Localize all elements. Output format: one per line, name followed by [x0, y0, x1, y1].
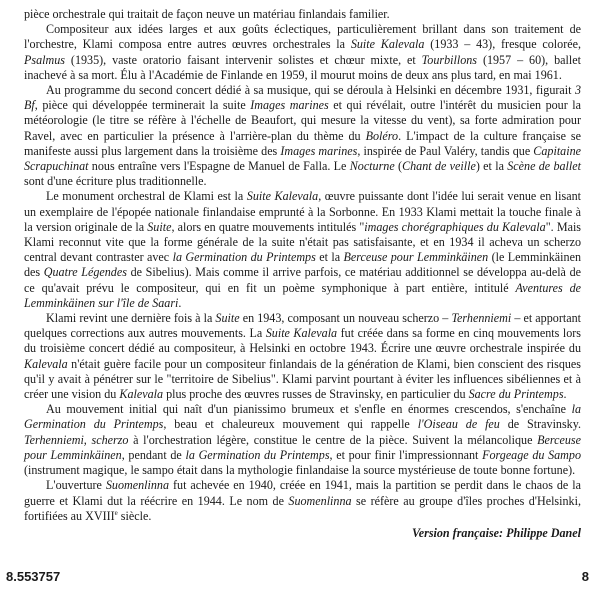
text-run: (1933 – 43), fresque colorée,	[424, 37, 581, 52]
italic-text: la Germination du Printemps	[185, 447, 330, 462]
italic-text: Suite Kalevala	[265, 326, 338, 341]
paragraph	[24, 402, 581, 478]
italic-text: Images marines	[250, 98, 329, 113]
text-run: à l'orchestration légère, constitue le centre de la pièce. Suivent la mélancolique	[128, 432, 538, 447]
italic-text: Terhenniemi, scherzo	[24, 432, 129, 447]
italic-text: l'Oiseau de feu	[417, 417, 500, 432]
text-run: fut créée dans sa forme en cinq mouvements lors du troisième concert dédié au compositeur, à Helsinki en octobre 1943. Écrire une œuvre orchestrale inspirée du	[24, 326, 581, 356]
text-run: Le monument orchestral de Klami est la	[46, 189, 247, 204]
italic-text: Suomenlinna	[105, 478, 170, 493]
italic-text: 3 Bf	[24, 83, 581, 113]
paragraph	[24, 83, 581, 189]
text-run: et qui révélait, outre l'intérêt du musicien pour la météorologie (le titre se réfère à l'échelle de Beaufort, qui mesure la vitesse du vent), sa forte admiration pour Ravel, avec en particulier la présence à l'arrière-plan du thème du	[24, 98, 582, 143]
italic-text: Suite Kalevala	[350, 37, 425, 52]
paragraph	[24, 478, 581, 524]
text-run: Au programme du second concert dédié à sa musique, qui se déroula à Helsinki en décembre 1931, figurait	[46, 83, 575, 98]
text-run: siècle.	[117, 508, 152, 523]
italic-text: Suite Kalevala	[246, 189, 319, 204]
text-run: . L'impact de la culture française se manifeste aussi plus largement dans la troisième des	[24, 128, 582, 158]
text-run: de Stravinsky.	[499, 417, 582, 432]
italic-text: Images marines	[280, 143, 358, 158]
paragraph	[24, 311, 581, 402]
text-run: (instrument magique, le sampo était dans la mythologie finlandaise la source mystérieuse de toute bonne fortune).	[24, 463, 576, 478]
paragraph	[24, 7, 581, 22]
italic-text: Berceuse pour Lemminkäinen	[24, 432, 582, 462]
italic-text: Scène de ballet	[507, 159, 581, 174]
text-run: de Sibelius). Mais comme il arrive parfois, ce matériau additionnel se développa au-delà de ce qu'avait prévu le compositeur, qui en fit un poème symphonique à part entière, intitulé	[24, 265, 581, 295]
text-run: .	[178, 295, 182, 310]
italic-text: Quatre Légendes	[43, 265, 127, 280]
italic-text: Suite	[147, 219, 172, 234]
text-run: , pendant de	[121, 447, 186, 462]
italic-text: la Germination du Printemps	[172, 250, 316, 265]
paragraph	[24, 22, 581, 83]
italic-text: Terhenniemi	[451, 311, 512, 326]
text-run: , alors en quatre mouvements intitulés "	[171, 219, 365, 234]
text-run: e	[114, 508, 118, 517]
text-run: n'était guère facile pour un compositeur finlandais de la génération de Klami, bien conscient des risques qu'il y avait à pénétrer sur le "territoire de Sibelius". Klami parvint pourtant à éviter les influences sibéliennes et à créer une vision du	[24, 356, 581, 402]
text-run: , pièce qui développée terminerait la suite	[34, 98, 251, 113]
text-run: et la	[315, 250, 344, 265]
text-run: , œuvre puissante dont l'idée lui serait venue en lisant un exemplaire de l'épopée nationale finlandaise emprunté à la Sorbonne. En 1933 Klami mettait la touche finale à la version originale de la	[24, 189, 581, 234]
text-run: (1935), vaste oratorio faisant intervenir solistes et chœur mixte, et	[65, 52, 422, 67]
italic-text: Forgeage du Sampo	[482, 447, 582, 462]
italic-text: Nocturne	[349, 159, 395, 174]
text-run: en 1943, composant un nouveau scherzo –	[239, 311, 452, 326]
italic-text: Capitaine Scrapuchinat	[24, 143, 581, 174]
page-number: 8	[581, 569, 589, 584]
italic-text: Kalevala	[24, 356, 68, 371]
text-run: fut achevée en 1940, créée en 1941, mais la partition se perdit dans le chaos de la guerre et Klami dut la réécrire en 1944. Le nom de	[24, 478, 581, 508]
italic-text: Sacre du Printemps	[468, 387, 564, 402]
translator-credit: Version française: Philippe Danel	[412, 525, 581, 540]
text-run: plus proche des œuvres russes de Stravinsky, en particulier du	[163, 387, 469, 402]
text-run: ) et la	[475, 159, 508, 174]
italic-text: Tourbillons	[421, 52, 478, 67]
catalog-number: 8.553757	[6, 569, 61, 584]
paragraph	[24, 189, 581, 311]
text-run: (	[394, 159, 403, 174]
text-run: Au mouvement initial qui naît d'un pianissimo brumeux et s'enfle en énormes crescendos, s'enchaîne	[46, 402, 572, 417]
italic-text: images chorégraphiques du Kalevala	[364, 219, 546, 234]
italic-text: Chant de veille	[402, 159, 476, 174]
text-run: (le Lemminkäinen des	[24, 250, 581, 280]
text-run: pièce orchestrale qui traitait de façon neuve un matériau finlandais familier.	[24, 7, 390, 21]
text-run: , et pour finir l'impressionnant	[329, 447, 483, 462]
text-run: Klami revint une dernière fois à la	[46, 311, 216, 326]
italic-text: Psalmus	[24, 52, 65, 67]
text-run: ". Mais Klami reconnut vite que la forme générale de la suite n'était pas satisfaisante, et en 1934 il acheva un scherzo central devant contraster avec	[24, 219, 582, 265]
italic-text: Suite	[215, 311, 240, 326]
body-text	[24, 7, 581, 541]
italic-text: Aventures de Lemminkäinen sur l'île de Saari	[24, 280, 582, 310]
italic-text: Suomenlinna	[288, 493, 352, 508]
text-run: (1957 – 60), ballet inachevé à sa mort. Élu à l'Académie de Finlande en 1959, il mourut moins de deux ans plus tard, en mai 1961.	[24, 52, 581, 82]
italic-text: Berceuse pour Lemminkäinen	[343, 250, 489, 265]
text-run: nous entraîne vers l'Espagne de Manuel de Falla. Le	[88, 159, 350, 174]
italic-text: la Germination du Printemps	[24, 402, 581, 432]
italic-text: Boléro	[365, 128, 399, 143]
text-run: – et apportant quelques corrections aux autres mouvements. La	[24, 311, 581, 341]
text-run: , beau et chaleureux mouvement qui rappelle	[163, 417, 418, 432]
text-run: , inspirée de Paul Valéry, tandis que	[357, 143, 534, 158]
italic-text: Kalevala	[119, 387, 164, 402]
text-run: Compositeur aux idées larges et aux goûts éclectiques, particulièrement brillant dans son traitement de l'orchestre, Klami composa entre autres œuvres orchestrales la	[24, 22, 581, 52]
text-run: .	[563, 387, 567, 402]
text-run: sont d'une écriture plus traditionnelle.	[24, 174, 207, 189]
text-run: se réfère au groupe d'îles proches d'Helsinki, fortifiées au XVIII	[24, 493, 581, 523]
text-run: L'ouverture	[46, 478, 106, 493]
